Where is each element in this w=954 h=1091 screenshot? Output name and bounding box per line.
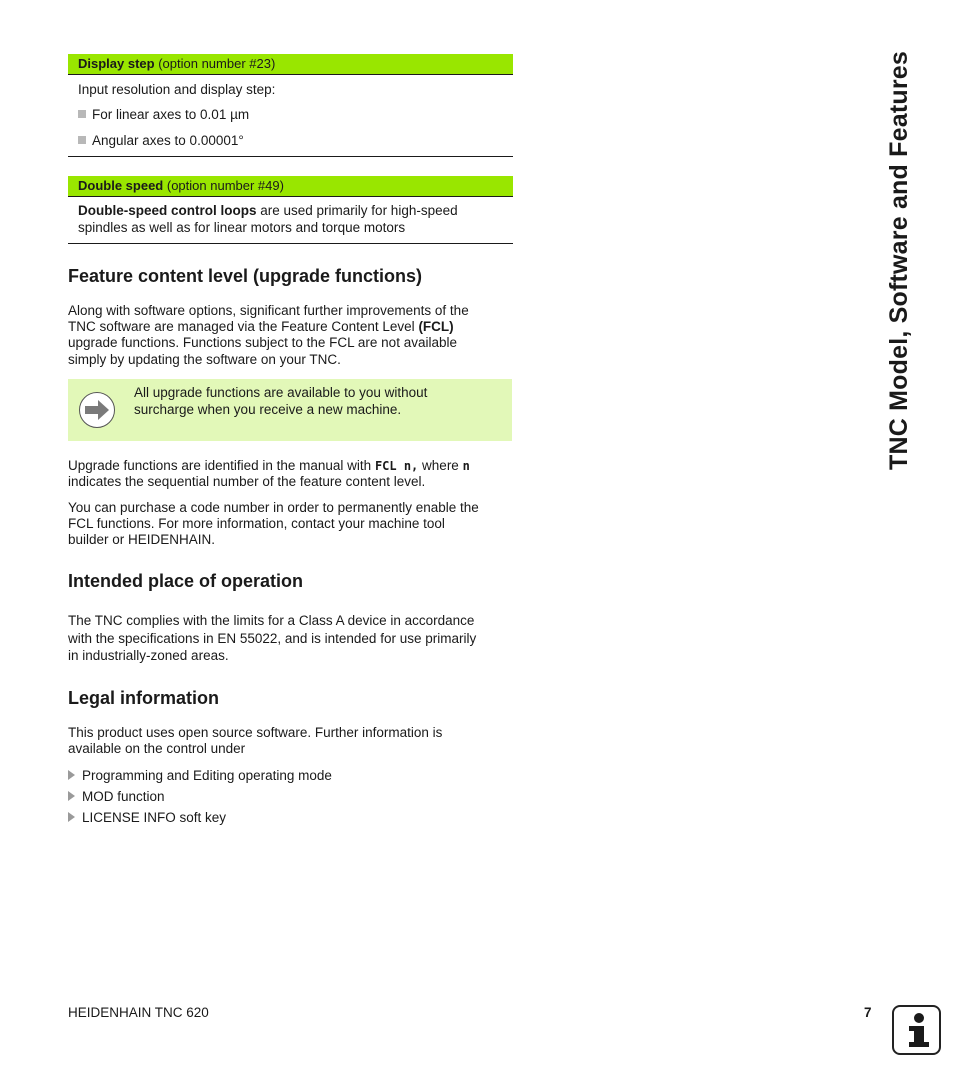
display-step-header: [68, 54, 513, 75]
display-step-title: Display step: [78, 56, 155, 71]
divider: [68, 156, 513, 157]
legal-heading: Legal information: [68, 688, 220, 708]
list-item: Programming and Editing operating mode: [68, 767, 332, 784]
list-item: LICENSE INFO soft key: [68, 809, 226, 826]
fcl-paragraph-1: Along with software options, significant further improvements of the TNC software are managed via the Feature Content Level (FCL) upgrade functions. Functions subject to the FCL are not available simply by updating the software on your TNC.: [68, 303, 469, 367]
display-step-box: [68, 54, 513, 75]
page-number: 7: [864, 1005, 872, 1020]
place-paragraph: The TNC complies with the limits for a Class A device in accordance with the specifications in EN 55022, and is intended for use primarily in industrially-zoned areas.: [68, 613, 477, 663]
arrow-right-icon: [79, 392, 115, 428]
double-speed-title: Double speed: [78, 178, 164, 193]
list-item: MOD function: [68, 788, 165, 805]
bullet-square-icon: [78, 136, 86, 144]
place-heading: Intended place of operation: [68, 571, 304, 591]
divider: [68, 243, 513, 244]
side-chapter-title: TNC Model, Software and Features: [885, 51, 913, 470]
display-step-option: (option number #23): [158, 56, 276, 71]
triangle-bullet-icon: [68, 770, 75, 780]
fcl-heading: Feature content level (upgrade functions): [68, 266, 423, 286]
triangle-bullet-icon: [68, 791, 75, 801]
footer-title: HEIDENHAIN TNC 620: [68, 1005, 209, 1020]
fcl-paragraph-2: Upgrade functions are identified in the manual with FCL n, where n indicates the sequential number of the feature content level.: [68, 458, 470, 490]
double-speed-text-2: spindles as well as for linear motors and torque motors: [78, 220, 406, 235]
display-step-item: Angular axes to 0.00001°: [78, 132, 244, 149]
note-text: All upgrade functions are available to you without surcharge when you receive a new machine.: [134, 385, 428, 417]
bullet-square-icon: [78, 110, 86, 118]
triangle-bullet-icon: [68, 812, 75, 822]
fcl-paragraph-3: You can purchase a code number in order to permanently enable the FCL functions. For more information, contact your machine tool builder or HEIDENHAIN.: [68, 500, 479, 548]
display-step-item: For linear axes to 0.01 µm: [78, 106, 249, 123]
display-step-intro: Input resolution and display step:: [78, 82, 276, 97]
double-speed-text: Double-speed control loops are used primarily for high-speed: [78, 203, 458, 218]
info-icon: [892, 1005, 941, 1055]
double-speed-header: [68, 176, 513, 197]
double-speed-box: [68, 176, 513, 197]
legal-paragraph: This product uses open source software. Further information is available on the control under: [68, 725, 443, 757]
note-box: [68, 379, 512, 441]
double-speed-option: (option number #49): [166, 178, 284, 193]
